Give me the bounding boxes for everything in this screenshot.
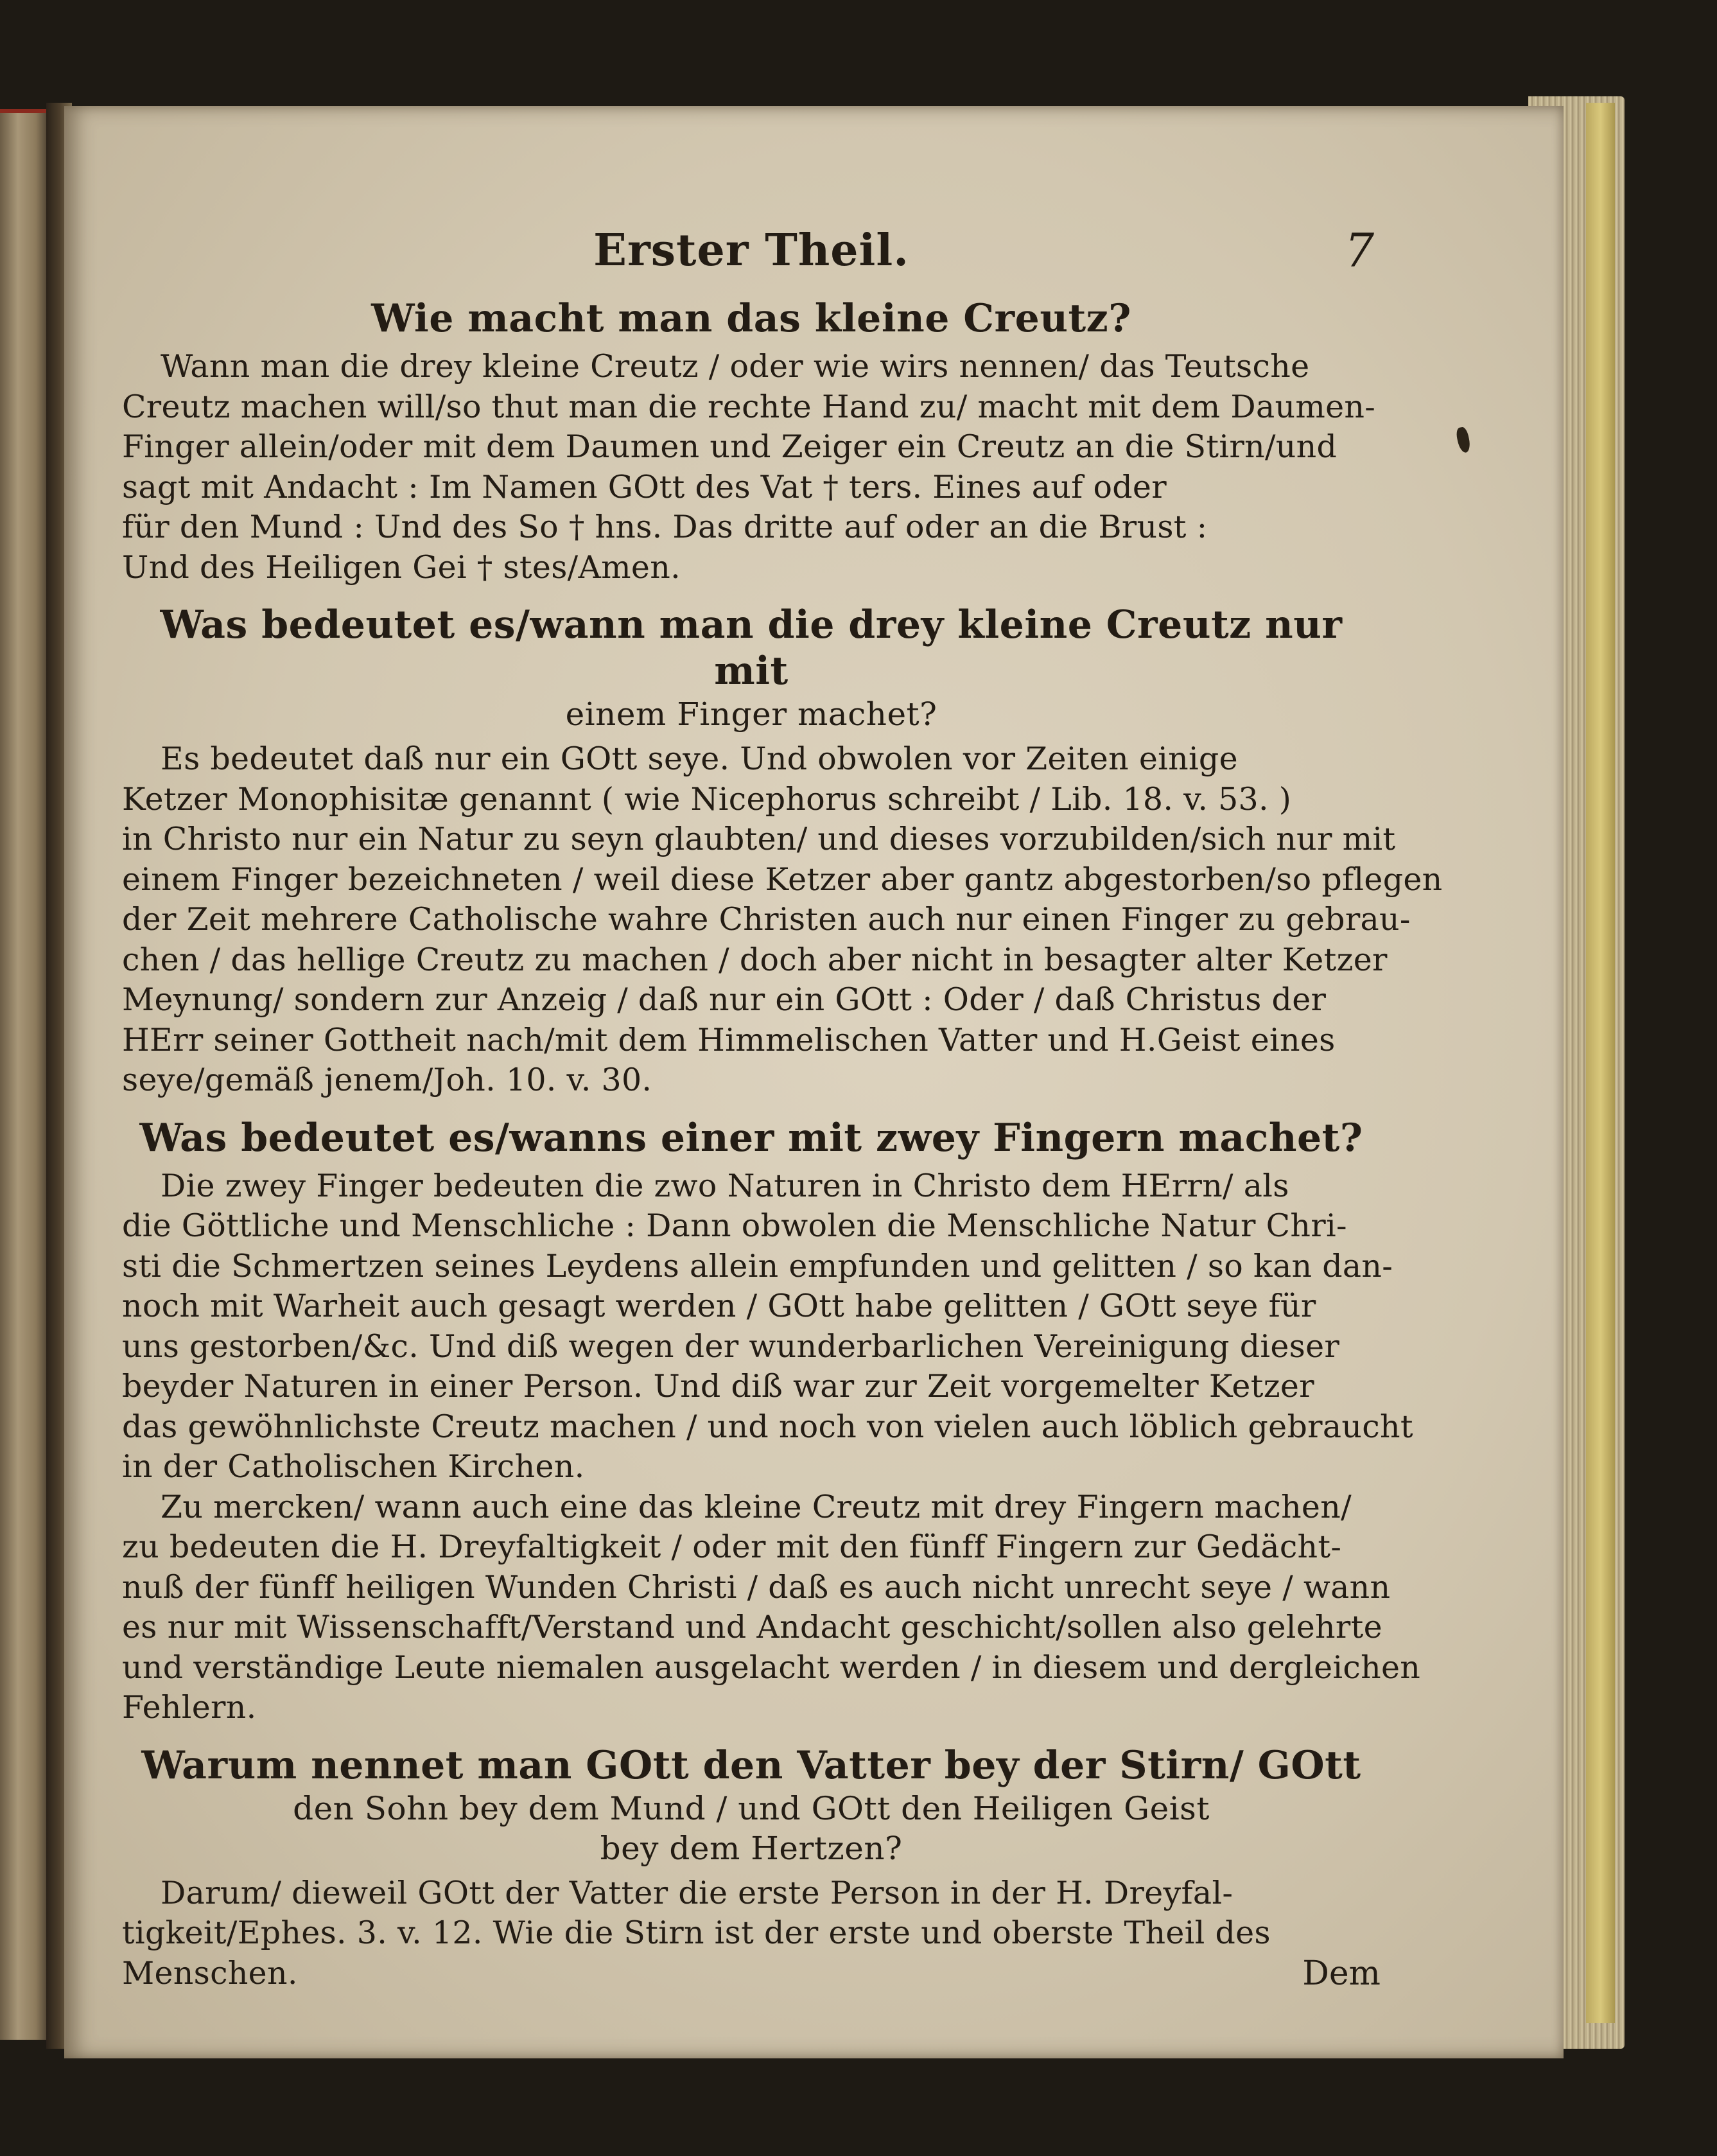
section-two-fingers	[122, 1115, 1421, 1728]
section-subheading: einem Finger machet?	[565, 696, 937, 733]
section-small-cross	[122, 295, 1381, 588]
section-heading: Wie macht man das kleine Creutz?	[371, 296, 1131, 341]
section-heading	[122, 1742, 1381, 1868]
section-subheading: den Sohn bey dem Mund / und GOtt den Heiligen Geist	[293, 1789, 1210, 1827]
section-heading-line: Warum nennet man GOtt den Vatter bey der Stirn/ GOtt	[141, 1742, 1361, 1788]
text-line: uns gestorben/&c. Und diß wegen der wunderbarlichen Vereinigung dieser	[122, 1328, 1340, 1365]
text-line: HErr seiner Gottheit nach/mit dem Himmelischen Vatter und H.Geist eines	[122, 1021, 1336, 1058]
paragraph	[122, 739, 1443, 1101]
paragraph	[122, 1166, 1413, 1487]
text-line: Fehlern.	[122, 1689, 257, 1726]
text-line: Darum/ dieweil GOtt der Vatter die erste Person in der H. Dreyfal-	[161, 1874, 1233, 1911]
text-line: Wann man die drey kleine Creutz / oder wie wirs nennen/ das Teutsche	[161, 348, 1310, 385]
section-heading	[122, 602, 1381, 734]
text-line: nuß der fünff heiligen Wunden Christi / daß es auch nicht unrecht seye / wann	[122, 1568, 1391, 1606]
text-line: tigkeit/Ephes. 3. v. 12. Wie die Stirn ist der erste und oberste Theil des	[122, 1915, 1271, 1951]
catchword: Dem	[1302, 1954, 1381, 1993]
text-line: Zu mercken/ wann auch eine das kleine Creutz mit drey Fingern machen/	[161, 1488, 1352, 1525]
text-line: zu bedeuten die H. Dreyfaltigkeit / oder mit den fünff Fingern zur Gedächt-	[122, 1529, 1342, 1565]
text-line: einem Finger bezeichneten / weil diese Ketzer aber gantz abgestorben/so pflegen	[122, 861, 1443, 898]
paragraph	[122, 1487, 1421, 1728]
section-forehead-mouth-heart	[122, 1742, 1381, 1994]
text-line: Menschen.	[122, 1954, 298, 1992]
text-line: das gewöhnlichste Creutz machen / und noch von vielen auch löblich gebraucht	[122, 1408, 1413, 1445]
running-title: Erster Theil.	[593, 225, 909, 276]
text-line: und verständige Leute niemalen ausgelacht werden / in diesem und dergleichen	[122, 1649, 1421, 1686]
text-line: Und des Heiligen Gei † stes/Amen.	[122, 548, 681, 586]
text-line: chen / das hellige Creutz zu machen / doch aber nicht in besagter alter Ketzer	[122, 941, 1388, 978]
section-subheading: bey dem Hertzen?	[600, 1829, 903, 1867]
text-line: in der Catholischen Kirchen.	[122, 1448, 585, 1485]
paragraph	[122, 347, 1381, 588]
text-line: der Zeit mehrere Catholische wahre Christen auch nur einen Finger zu gebrau-	[122, 901, 1411, 938]
ink-blot	[1455, 426, 1472, 454]
text-line: noch mit Warheit auch gesagt werden / GOtt habe gelitten / GOtt seye für	[122, 1288, 1316, 1324]
text-line: in Christo nur ein Natur zu seyn glaubten/ und dieses vorzubilden/sich nur mit	[122, 821, 1396, 857]
text-line: für den Mund : Und des So † hns. Das dritte auf oder an die Brust :	[122, 509, 1208, 545]
page-number: 7	[1345, 223, 1374, 277]
left-facing-page-edge	[0, 109, 51, 2040]
text-line: es nur mit Wissenschafft/Verstand und Andacht geschicht/sollen also gelehrte	[122, 1609, 1382, 1645]
text-line: Meynung/ sondern zur Anzeig / daß nur ein GOtt : Oder / daß Christus der	[122, 981, 1327, 1018]
text-line: Creutz machen will/so thut man die rechte Hand zu/ macht mit dem Daumen-	[122, 388, 1376, 425]
section-heading-line: Was bedeutet es/wann man die drey kleine Creutz nur mit	[160, 602, 1343, 694]
text-line: sti die Schmertzen seines Leydens allein empfunden und gelitten / so kan dan-	[122, 1247, 1393, 1284]
text-line: Finger allein/oder mit dem Daumen und Zeiger ein Creutz an die Stirn/und	[122, 428, 1338, 465]
text-line: seye/gemäß jenem/Joh. 10. v. 30.	[122, 1062, 652, 1098]
text-line: die Göttliche und Menschliche : Dann obwolen die Menschliche Natur Chri-	[122, 1207, 1347, 1244]
book-page	[64, 106, 1564, 2058]
text-line: Die zwey Finger bedeuten die zwo Naturen in Christo dem HErrn/ als	[161, 1167, 1289, 1204]
text-line: Ketzer Monophisitæ genannt ( wie Nicephorus schreibt / Lib. 18. v. 53. )	[122, 780, 1292, 818]
section-heading: Was bedeutet es/wanns einer mit zwey Fingern machet?	[139, 1115, 1363, 1161]
text-line: Es bedeutet daß nur ein GOtt seye. Und obwolen vor Zeiten einige	[161, 741, 1238, 777]
page-text-block	[122, 223, 1443, 1999]
section-one-finger	[122, 602, 1443, 1101]
text-line: sagt mit Andacht : Im Namen GOtt des Vat † ters. Eines auf oder	[122, 468, 1167, 505]
page-edge-gilt	[1586, 103, 1615, 2023]
running-head	[122, 225, 1381, 295]
text-line: beyder Naturen in einer Person. Und diß war zur Zeit vorgemelter Ketzer	[122, 1368, 1314, 1405]
